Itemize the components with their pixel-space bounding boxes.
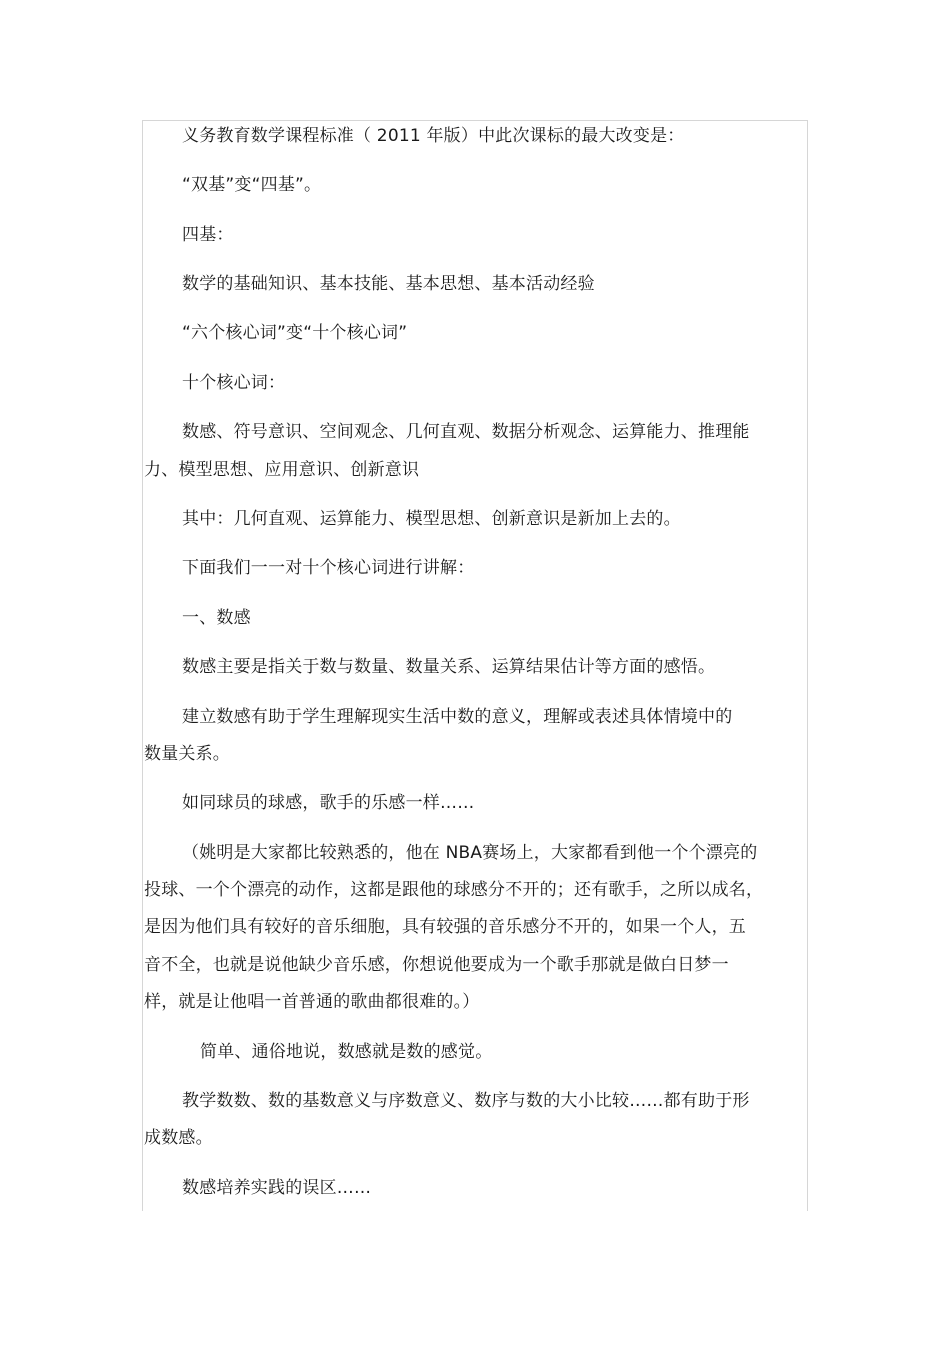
line-7: 数感、符号意识、空间观念、几何直观、数据分析观念、运算能力、推理能 [182,422,750,442]
line-5: “六个核心词”变“十个核心词” [182,323,408,343]
line-13: 建立数感有助于学生理解现实生活中数的意义，理解或表述具体情境中的 [182,707,733,727]
line-15: 如同球员的球感，歌手的乐感一样…… [182,793,475,813]
line-12: 数感主要是指关于数与数量、数量关系、运算结果估计等方面的感悟。 [182,657,716,677]
line-14: 数量关系。 [144,744,230,764]
line-10: 下面我们一一对十个核心词进行讲解： [182,558,475,578]
line-17: 投球、一个个漂亮的动作，这都是跟他的球感分不开的；还有歌手，之所以成名， [144,880,764,900]
line-8: 力、模型思想、应用意识、创新意识 [144,460,420,480]
line-18: 是因为他们具有较好的音乐细胞，具有较强的音乐感分不开的，如果一个人，五 [144,917,746,937]
line-20: 样，就是让他唱一首普通的歌曲都很难的。） [144,992,480,1012]
line-23: 成数感。 [144,1128,213,1148]
line-1: 义务教育数学课程标准（ 2011 年版）中此次课标的最大改变是： [182,126,685,146]
line-22: 教学数数、数的基数意义与序数意义、数序与数的大小比较……都有助于形 [182,1091,750,1111]
line-6: 十个核心词： [182,373,286,393]
line-19: 音不全，也就是说他缺少音乐感，你想说他要成为一个歌手那就是做白日梦一 [144,955,729,975]
line-2: “双基”变“四基”。 [182,175,322,195]
line-9: 其中：几何直观、运算能力、模型思想、创新意识是新加上去的。 [182,509,681,529]
line-3: 四基： [182,225,234,245]
line-21: 简单、通俗地说，数感就是数的感觉。 [200,1042,493,1062]
line-4: 数学的基础知识、基本技能、基本思想、基本活动经验 [182,274,595,294]
line-24: 数感培养实践的误区…… [182,1178,372,1198]
line-11: 一、数感 [182,608,251,628]
line-16: （姚明是大家都比较熟悉的，他在 NBA赛场上，大家都看到他一个个漂亮的 [182,843,758,863]
